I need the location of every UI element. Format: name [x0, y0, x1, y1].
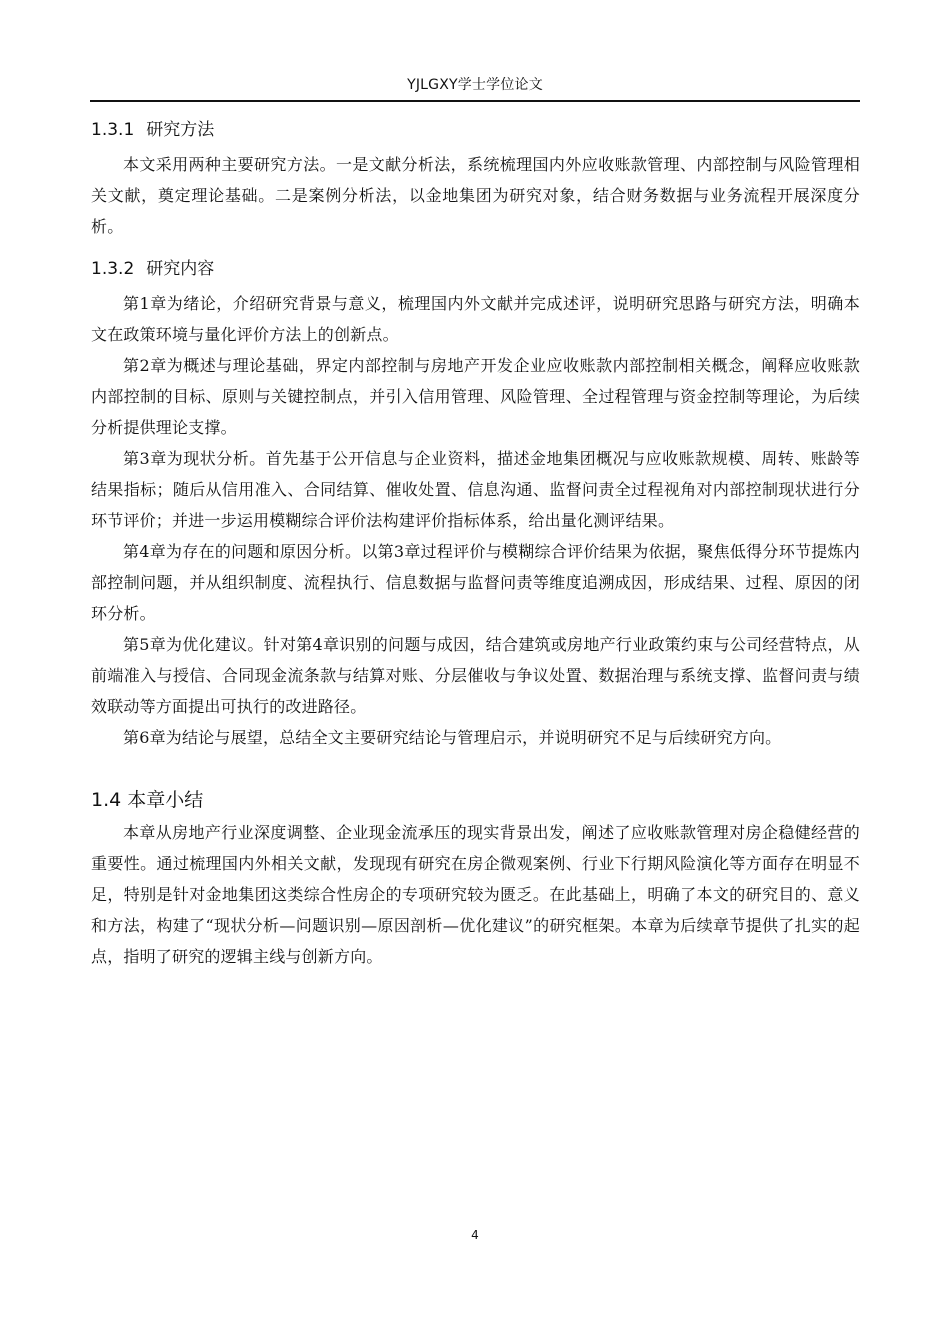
paragraph-summary: 本章从房地产行业深度调整、企业现金流承压的现实背景出发，阐述了应收账款管理对房企稳健经营的重要性。通过梳理国内外相关文献，发现现有研究在房企微观案例、行业下行期风险演化等方面存在明显不足，特别是针对金地集团这类综合性房企的专项研究较为匮乏。在此基础上，明确了本文的研究目的、意义和方法，构建了“现状分析—问题识别—原因剖析—优化建议”的研究框架。本章为后续章节提供了扎实的起点，指明了研究的逻辑主线与创新方向。	[91, 823, 860, 966]
header-rule	[90, 100, 860, 102]
section-heading-research-methods	[91, 114, 860, 146]
section-number: 1.3.2	[91, 259, 135, 279]
paragraph-chapter-2: 第2章为概述与理论基础，界定内部控制与房地产开发企业应收账款内部控制相关概念，阐释应收账款内部控制的目标、原则与关键控制点，并引入信用管理、风险管理、全过程管理与资金控制等理论，为后续分析提供理论支撑。	[91, 356, 860, 437]
paragraph-chapter-4: 第4章为存在的问题和原因分析。以第3章过程评价与模糊综合评价结果为依据，聚焦低得分环节提炼内部控制问题，并从组织制度、流程执行、信息数据与监督问责等维度追溯成因，形成结果、过程、原因的闭环分析。	[91, 542, 860, 623]
paragraph-chapter-6: 第6章为结论与展望，总结全文主要研究结论与管理启示，并说明研究不足与后续研究方向。	[123, 728, 782, 747]
page-body	[91, 114, 860, 972]
page-number: 4	[471, 1228, 479, 1242]
paragraph-methods-1: 本文采用两种主要研究方法。一是文献分析法，系统梳理国内外应收账款管理、内部控制与风险管理相关文献，奠定理论基础。二是案例分析法，以金地集团为研究对象，结合财务数据与业务流程开展深度分析。	[91, 155, 860, 236]
paragraph-chapter-1: 第1章为绪论，介绍研究背景与意义，梳理国内外文献并完成述评，说明研究思路与研究方法，明确本文在政策环境与量化评价方法上的创新点。	[91, 294, 860, 344]
section-heading-research-contents	[91, 253, 860, 285]
section-title: 研究内容	[146, 259, 215, 279]
chapter-summary-heading: 1.4 本章小结	[91, 789, 204, 811]
paragraph-chapter-3: 第3章为现状分析。首先基于公开信息与企业资料，描述金地集团概况与应收账款规模、周转、账龄等结果指标；随后从信用准入、合同结算、催收处置、信息沟通、监督问责全过程视角对内部控制现状进行分环节评价；并进一步运用模糊综合评价法构建评价指标体系，给出量化测评结果。	[91, 449, 860, 530]
section-number: 1.3.1	[91, 120, 135, 140]
paragraph-chapter-5: 第5章为优化建议。针对第4章识别的问题与成因，结合建筑或房地产行业政策约束与公司经营特点，从前端准入与授信、合同现金流条款与结算对账、分层催收与争议处置、数据治理与系统支撑、监督问责与绩效联动等方面提出可执行的改进路径。	[91, 635, 860, 716]
section-title: 研究方法	[146, 120, 215, 140]
running-header: YJLGXY学士学位论文	[407, 77, 543, 93]
